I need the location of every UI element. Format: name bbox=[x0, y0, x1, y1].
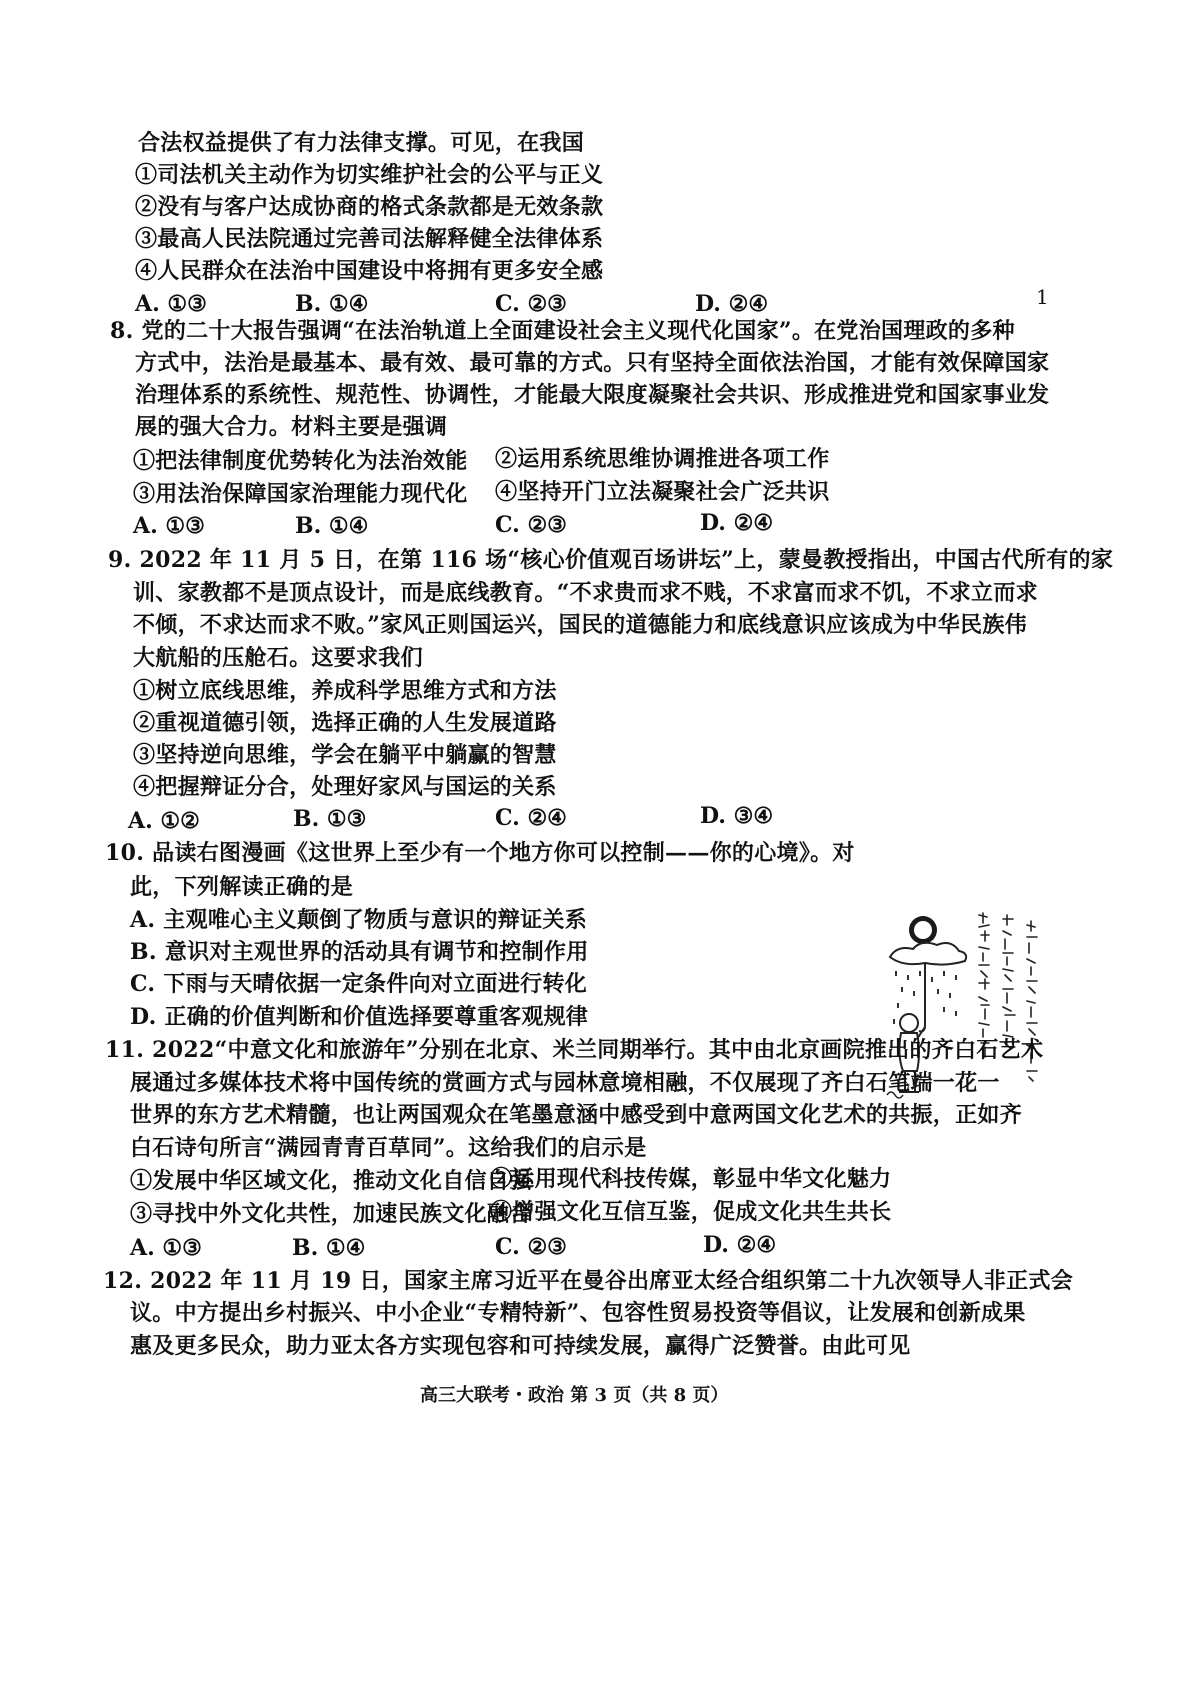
q9-option: ②重视道德引领，选择正确的人生发展道路 bbox=[133, 710, 557, 736]
q7-choice-c: C. ②③ bbox=[495, 291, 567, 317]
q11-option: ②运用现代科技传媒，彰显中华文化魅力 bbox=[490, 1166, 892, 1192]
q7-option: ④人民群众在法治中国建设中将拥有更多安全感 bbox=[135, 258, 604, 284]
q11-stem: 展通过多媒体技术将中国传统的赏画方式与园林意境相融，不仅展现了齐白石笔端一花一 bbox=[130, 1070, 1000, 1096]
q11-choice-c: C. ②③ bbox=[495, 1234, 567, 1260]
q11-stem: 11. 2022“中意文化和旅游年”分别在北京、米兰同期举行。其中由北京画院推出的齐白石艺术 bbox=[105, 1037, 1044, 1063]
q8-option: ①把法律制度优势转化为法治效能 bbox=[133, 448, 468, 474]
q9-choice-b: B. ①③ bbox=[293, 806, 367, 832]
q11-stem: 白石诗句所言“满园青青百草同”。这给我们的启示是 bbox=[130, 1135, 647, 1161]
q8-choice-a: A. ①③ bbox=[133, 513, 205, 539]
cloud-icon bbox=[890, 943, 966, 965]
q10-stem: 此，下列解读正确的是 bbox=[130, 874, 354, 900]
margin-mark: 1 bbox=[1036, 285, 1049, 309]
q9-choice-c: C. ②④ bbox=[495, 805, 567, 831]
q9-choice-a: A. ①② bbox=[128, 808, 200, 834]
q11-option: ④增强文化互信互鉴，促成文化共生共长 bbox=[490, 1199, 892, 1225]
q7-line: 合法权益提供了有力法律支撑。可见，在我国 bbox=[138, 130, 585, 156]
q8-stem: 展的强大合力。材料主要是强调 bbox=[135, 414, 448, 440]
q7-choice-d: D. ②④ bbox=[695, 291, 769, 317]
q8-option: ②运用系统思维协调推进各项工作 bbox=[495, 446, 830, 472]
q11-stem: 世界的东方艺术精髓，也让两国观众在笔墨意涵中感受到中意两国文化艺术的共振，正如齐 bbox=[130, 1102, 1023, 1128]
q12-stem: 12. 2022 年 11 月 19 日，国家主席习近平在曼谷出席亚太经合组织第二十九次领导人非正式会 bbox=[103, 1268, 1073, 1294]
q9-stem: 训、家教都不是顶点设计，而是底线教育。“不求贵而求不贱，不求富而求不饥，不求立而求 bbox=[133, 580, 1038, 606]
sun-icon bbox=[909, 916, 937, 944]
page-footer: 高三大联考・政治 第 3 页（共 8 页） bbox=[420, 1385, 729, 1406]
q9-stem: 不倾，不求达而求不败。”家风正则国运兴，国民的道德能力和底线意识应该成为中华民族伟 bbox=[133, 612, 1027, 638]
q11-choice-a: A. ①③ bbox=[130, 1235, 202, 1261]
q8-option: ④坚持开门立法凝聚社会广泛共识 bbox=[495, 479, 830, 505]
q9-option: ④把握辩证分合，处理好家风与国运的关系 bbox=[133, 774, 557, 800]
q12-stem: 议。中方提出乡村振兴、中小企业“专精特新”、包容性贸易投资等倡议，让发展和创新成果 bbox=[130, 1300, 1026, 1326]
q8-choice-d: D. ②④ bbox=[700, 510, 774, 536]
q11-option: ③寻找中外文化共性，加速民族文化融合 bbox=[130, 1201, 532, 1227]
q9-stem: 9. 2022 年 11 月 5 日，在第 116 场“核心价值观百场讲坛”上，蒙曼教授指出，中国古代所有的家 bbox=[108, 547, 1114, 573]
q8-stem: 治理体系的系统性、规范性、协调性，才能最大限度凝聚社会共识、形成推进党和国家事业发 bbox=[135, 382, 1050, 408]
q7-option: ①司法机关主动作为切实维护社会的公平与正义 bbox=[135, 162, 604, 188]
q8-option: ③用法治保障国家治理能力现代化 bbox=[133, 481, 468, 507]
q10-stem: 10. 品读右图漫画《这世界上至少有一个地方你可以控制——你的心境》。对 bbox=[105, 840, 855, 866]
q7-option: ②没有与客户达成协商的格式条款都是无效条款 bbox=[135, 194, 604, 220]
q9-option: ①树立底线思维，养成科学思维方式和方法 bbox=[133, 678, 557, 704]
q8-stem: 8. 党的二十大报告强调“在法治轨道上全面建设社会主义现代化国家”。在党治国理政的多种 bbox=[110, 318, 1015, 344]
q8-stem: 方式中，法治是最基本、最有效、最可靠的方式。只有坚持全面依法治国，才能有效保障国家 bbox=[135, 350, 1050, 376]
q8-choice-b: B. ①④ bbox=[295, 513, 369, 539]
q9-choice-d: D. ③④ bbox=[700, 803, 774, 829]
q11-choice-b: B. ①④ bbox=[292, 1235, 366, 1261]
q7-choice-b: B. ①④ bbox=[295, 291, 369, 317]
q10-option-c: C. 下雨与天晴依据一定条件向对立面进行转化 bbox=[130, 971, 588, 997]
q10-option-a: A. 主观唯心主义颠倒了物质与意识的辩证关系 bbox=[130, 907, 587, 933]
q11-option: ①发展中华区域文化，推动文化自信自强 bbox=[130, 1168, 532, 1194]
q10-option-d: D. 正确的价值判断和价值选择要尊重客观规律 bbox=[130, 1004, 589, 1030]
q9-stem: 大航船的压舱石。这要求我们 bbox=[133, 645, 423, 671]
q12-stem: 惠及更多民众，助力亚太各方实现包容和可持续发展，赢得广泛赞誉。由此可见 bbox=[130, 1333, 911, 1359]
q10-option-b: B. 意识对主观世界的活动具有调节和控制作用 bbox=[130, 939, 589, 965]
q9-option: ③坚持逆向思维，学会在躺平中躺赢的智慧 bbox=[133, 742, 557, 768]
q7-option: ③最高人民法院通过完善司法解释健全法律体系 bbox=[135, 226, 604, 252]
q11-choice-d: D. ②④ bbox=[703, 1232, 777, 1258]
q7-choice-a: A. ①③ bbox=[135, 291, 207, 317]
q8-choice-c: C. ②③ bbox=[495, 512, 567, 538]
